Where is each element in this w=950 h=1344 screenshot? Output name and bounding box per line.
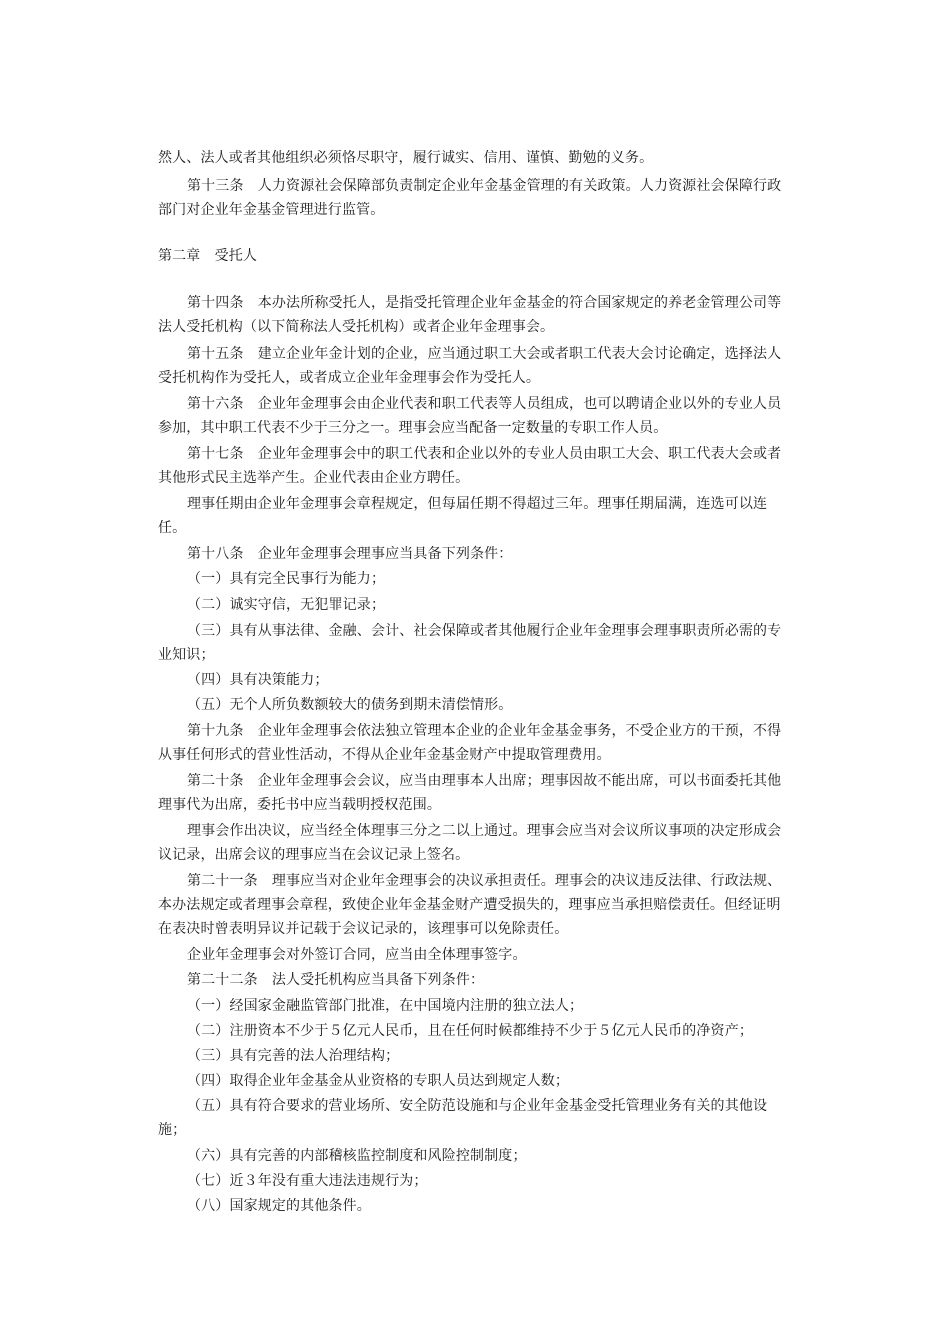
- article-14-line-1: 第十四条 本办法所称受托人，是指受托管理企业年金基金的符合国家规定的养老金管理公司等: [187, 295, 782, 311]
- article-18-line: 第十八条 企业年金理事会理事应当具备下列条件：: [187, 546, 513, 562]
- article-17-line-2: 其他形式民主选举产生。企业代表由企业方聘任。: [158, 470, 470, 486]
- paragraph-line: 企业年金理事会对外签订合同，应当由全体理事签字。: [187, 947, 527, 963]
- text-line: 然人、法人或者其他组织必须恪尽职守，履行诚实、信用、谨慎、勤勉的义务。: [158, 150, 654, 166]
- article-20-line-2: 理事代为出席，委托书中应当载明授权范围。: [158, 797, 441, 813]
- article-21-line-1: 第二十一条 理事应当对企业年金理事会的决议承担责任。理事会的决议违反法律、行政法规、: [187, 873, 782, 889]
- article-20-line-1: 第二十条 企业年金理事会会议，应当由理事本人出席；理事因故不能出席，可以书面委托其他: [187, 773, 782, 789]
- list-item: （一）具有完全民事行为能力；: [187, 571, 386, 587]
- article-16-line-1: 第十六条 企业年金理事会由企业代表和职工代表等人员组成，也可以聘请企业以外的专业人员: [187, 396, 782, 412]
- list-item: （五）无个人所负数额较大的债务到期未清偿情形。: [187, 697, 513, 713]
- list-item-continued: 施；: [158, 1122, 187, 1138]
- list-item: （一）经国家金融监管部门批准，在中国境内注册的独立法人；: [187, 998, 584, 1014]
- article-19-line-1: 第十九条 企业年金理事会依法独立管理本企业的企业年金基金事务，不受企业方的干预，不得: [187, 723, 782, 739]
- article-17-line-1: 第十七条 企业年金理事会中的职工代表和企业以外的专业人员由职工大会、职工代表大会或者: [187, 446, 782, 462]
- list-item-continued: 业知识；: [158, 647, 215, 663]
- list-item: （三）具有完善的法人治理结构；: [187, 1048, 400, 1064]
- paragraph-line: 理事会作出决议，应当经全体理事三分之二以上通过。理事会应当对会议所议事项的决定形成会: [187, 823, 782, 839]
- article-16-line-2: 参加，其中职工代表不少于三分之一。理事会应当配备一定数量的专职工作人员。: [158, 420, 668, 436]
- list-item: （五）具有符合要求的营业场所、安全防范设施和与企业年金基金受托管理业务有关的其他设: [187, 1098, 768, 1114]
- article-21-line-3: 在表决时曾表明异议并记载于会议记录的，该理事可以免除责任。: [158, 921, 569, 937]
- article-21-line-2: 本办法规定或者理事会章程，致使企业年金基金财产遭受损失的，理事应当承担赔偿责任。但经证明: [158, 897, 781, 913]
- article-15-line-1: 第十五条 建立企业年金计划的企业，应当通过职工大会或者职工代表大会讨论确定，选择法人: [187, 346, 782, 362]
- list-item: （四）取得企业年金基金从业资格的专职人员达到规定人数；: [187, 1073, 570, 1089]
- article-13-line-1: 第十三条 人力资源社会保障部负责制定企业年金基金管理的有关政策。人力资源社会保障行政: [187, 178, 782, 194]
- chapter-heading: 第二章 受托人: [158, 248, 258, 264]
- list-item: （八）国家规定的其他条件。: [187, 1198, 371, 1214]
- article-13-line-2: 部门对企业年金基金管理进行监管。: [158, 202, 385, 218]
- list-item: （七）近３年没有重大违法违规行为；: [187, 1173, 428, 1189]
- paragraph-line: 理事任期由企业年金理事会章程规定，但每届任期不得超过三年。理事任期届满，连选可以连: [187, 496, 768, 512]
- paragraph-line: 任。: [158, 520, 187, 536]
- article-19-line-2: 从事任何形式的营业性活动，不得从企业年金基金财产中提取管理费用。: [158, 747, 611, 763]
- article-22-line: 第二十二条 法人受托机构应当具备下列条件：: [187, 972, 485, 988]
- list-item: （六）具有完善的内部稽核监控制度和风险控制制度；: [187, 1148, 527, 1164]
- list-item: （二）注册资本不少于５亿元人民币，且在任何时候都维持不少于５亿元人民币的净资产；: [187, 1023, 753, 1039]
- list-item: （二）诚实守信，无犯罪记录；: [187, 597, 386, 613]
- paragraph-line: 议记录，出席会议的理事应当在会议记录上签名。: [158, 847, 470, 863]
- article-14-line-2: 法人受托机构（以下简称法人受托机构）或者企业年金理事会。: [158, 319, 555, 335]
- article-15-line-2: 受托机构作为受托人，或者成立企业年金理事会作为受托人。: [158, 370, 541, 386]
- list-item: （四）具有决策能力；: [187, 672, 329, 688]
- list-item: （三）具有从事法律、金融、会计、社会保障或者其他履行企业年金理事会理事职责所必需的专: [187, 623, 782, 639]
